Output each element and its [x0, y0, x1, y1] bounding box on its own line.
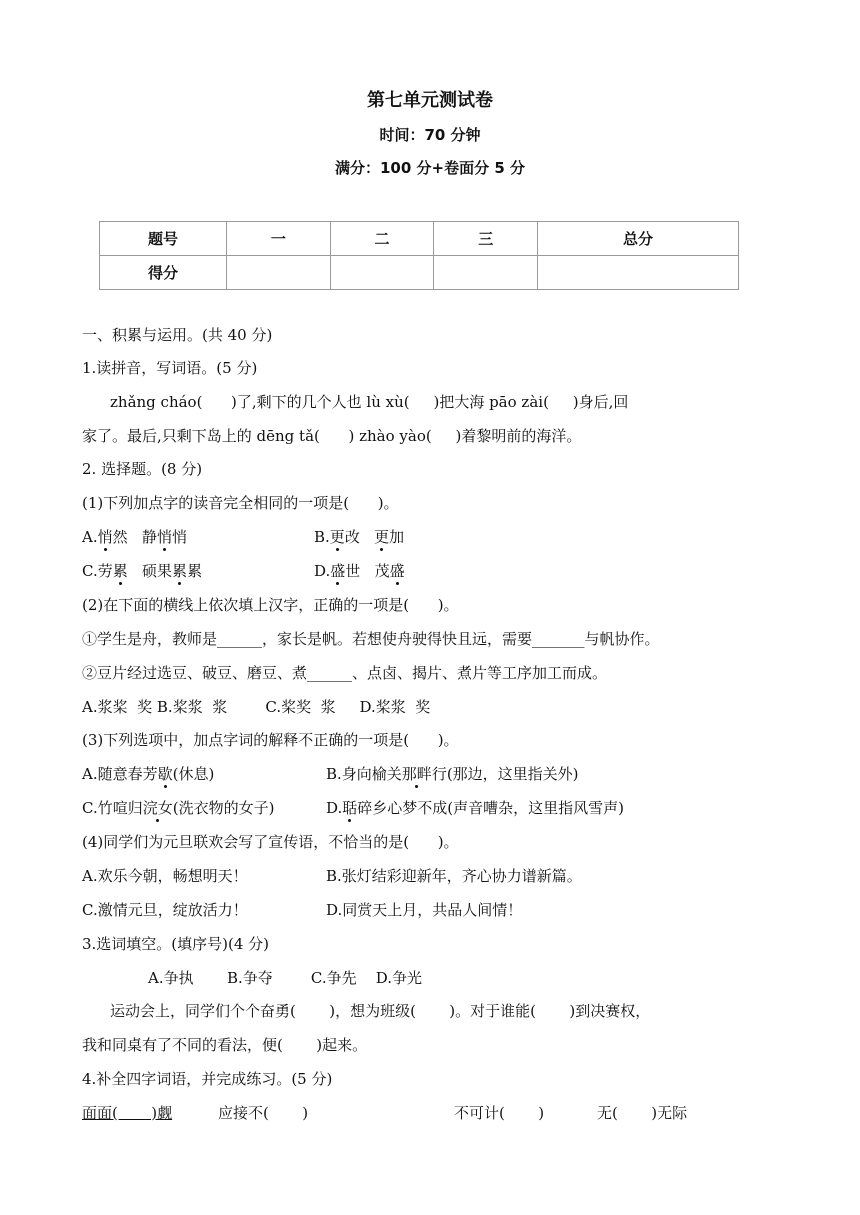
score-input-cell[interactable]	[538, 256, 739, 290]
option-c: C.劳累 硕果累累	[82, 562, 203, 580]
question-text: ②豆片经过选豆、破豆、磨豆、煮______、点卤、揭片、煮片等工序加工而成。	[82, 664, 608, 682]
option-b: B.身向榆关那畔行(那边，这里指关外)	[326, 765, 579, 783]
option-b: B.更改 更加	[314, 528, 405, 546]
score-table-score-row	[100, 256, 739, 290]
option-a: A.欢乐今朝，畅想明天！	[82, 867, 248, 885]
score-table-cell: 得分	[100, 256, 227, 290]
sub-question: (2)在下面的横线上依次填上汉字，正确的一项是( )。	[82, 596, 459, 614]
score-table-cell: 一	[227, 222, 331, 256]
option-d: D.同赏天上月，共品人间情！	[326, 901, 523, 919]
sub-question: (4)同学们为元旦联欢会写了宣传语，不恰当的是( )。	[82, 833, 459, 851]
option-c: C.竹喧归浣女(洗衣物的女子)	[82, 799, 275, 817]
score-table	[99, 221, 739, 290]
question-text: 运动会上，同学们个个奋勇( )，想为班级( )。对于谁能( )到决赛权，	[110, 1002, 651, 1020]
score-input-cell[interactable]	[434, 256, 538, 290]
exam-title: 第七单元测试卷	[367, 90, 493, 111]
option-d: D.盛世 茂盛	[314, 562, 405, 580]
sub-question: (3)下列选项中，加点字词的解释不正确的一项是( )。	[82, 731, 459, 749]
question-text: 家了。最后,只剩下岛上的 dēng tǎ( ) zhào yào( )着黎明前的海洋。	[82, 427, 582, 445]
options-row: A.浆桨 奖 B.桨浆 浆 C.桨奖 浆 D.桨浆 奖	[82, 698, 431, 716]
score-table-cell: 二	[330, 222, 434, 256]
sub-question: (1)下列加点字的读音完全相同的一项是( )。	[82, 494, 399, 512]
question-title: 3.选词填空。(填序号)(4 分)	[82, 935, 270, 953]
idiom-item: 不可计( )	[454, 1104, 545, 1122]
question-title: 4.补全四字词语，并完成练习。(5 分)	[82, 1070, 333, 1088]
score-table-cell: 三	[434, 222, 538, 256]
score-table-cell: 总分	[538, 222, 739, 256]
idiom-item: 应接不( )	[218, 1104, 309, 1122]
question-title: 1.读拼音，写词语。(5 分)	[82, 359, 258, 377]
idiom-item: 面面( )觑	[82, 1104, 173, 1122]
score-table-header-row	[100, 222, 739, 256]
score-input-cell[interactable]	[227, 256, 331, 290]
question-text: zhǎng cháo( )了,剩下的几个人也 lù xù( )把大海 pāo zài( )身后,回	[110, 393, 629, 411]
section-heading: 一、积累与运用。(共 40 分)	[82, 326, 273, 344]
question-text: 我和同桌有了不同的看法，便( )起来。	[82, 1036, 368, 1054]
option-a: A.悄然 静悄悄	[82, 528, 187, 546]
idiom-item: 无( )无际	[597, 1104, 688, 1122]
exam-full-score: 满分：100 分+卷面分 5 分	[335, 159, 525, 177]
option-d: D.聒碎乡心梦不成(声音嘈杂，这里指风雪声)	[326, 799, 624, 817]
question-text: ①学生是舟，教师是______，家长是帆。若想使舟驶得快且远，需要_______与帆协作。	[82, 630, 660, 648]
options-row: A.争执 B.争夺 C.争先 D.争光	[148, 969, 422, 987]
score-table-cell: 题号	[100, 222, 227, 256]
score-input-cell[interactable]	[330, 256, 434, 290]
option-a: A.随意春芳歇(休息)	[82, 765, 215, 783]
option-c: C.激情元旦，绽放活力！	[82, 901, 248, 919]
option-b: B.张灯结彩迎新年，齐心协力谱新篇。	[326, 867, 582, 885]
question-title: 2. 选择题。(8 分)	[82, 460, 203, 478]
exam-time: 时间：70 分钟	[379, 126, 481, 144]
